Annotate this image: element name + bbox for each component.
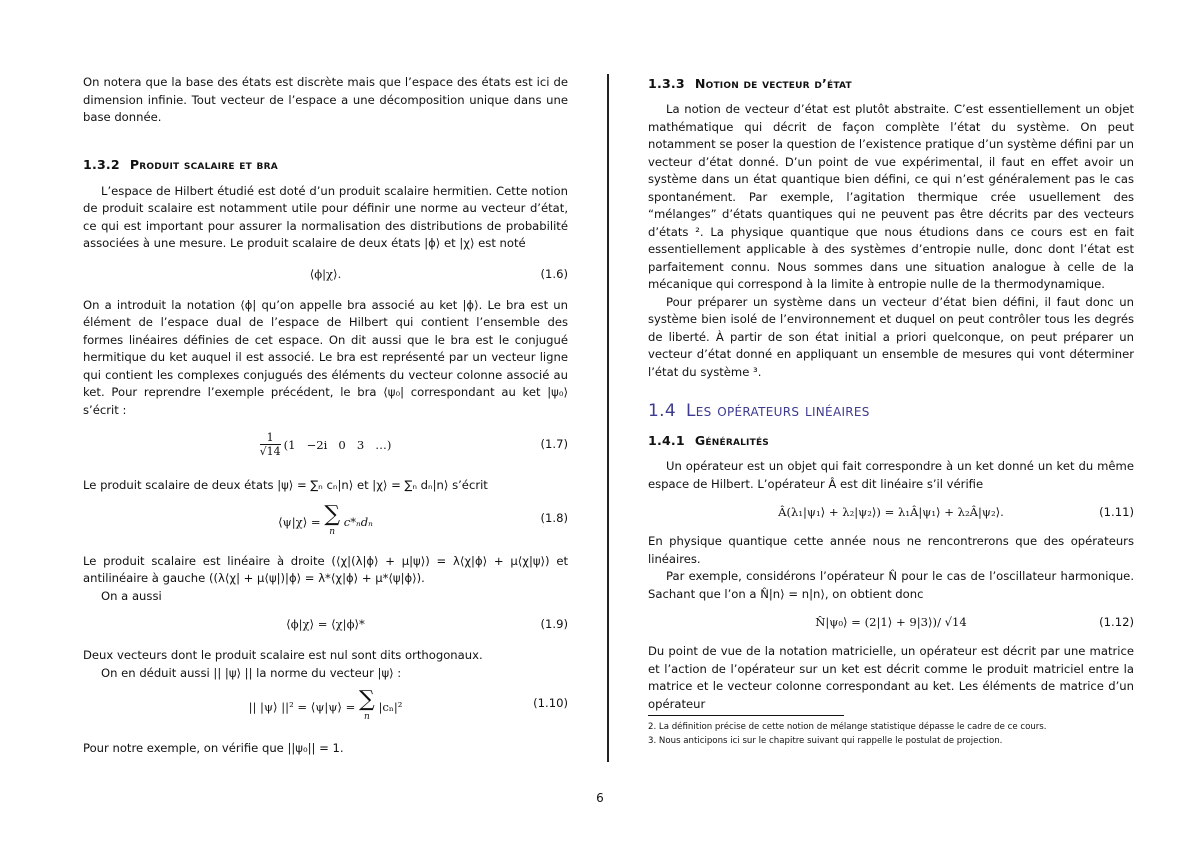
equation-rhs: c*ₙdₙ [343, 514, 373, 529]
equation-number: (1.12) [1099, 615, 1134, 629]
chapter-number: 1.4 [648, 401, 676, 421]
footnote-rule [648, 715, 844, 716]
equation-lhs: || |ψ⟩ ||² = ⟨ψ|ψ⟩ = [248, 700, 356, 714]
section-title: Produit scalaire et bra [129, 156, 278, 172]
section-number: 1.4.1 [648, 433, 685, 448]
equation-1-10 [83, 687, 568, 730]
row-vector: (1 −2i 0 3 …) [283, 438, 392, 452]
equation-number: (1.6) [540, 266, 568, 281]
equation-number: (1.10) [533, 696, 568, 710]
chapter-heading-1-4 [648, 401, 1134, 421]
paragraph: Pour notre exemple, on vérifie que ||ψ₀|| = 1. [83, 741, 344, 755]
equation-number: (1.9) [540, 617, 568, 631]
footnote: 3. Nous anticipons ici sur le chapitre suivant qui rappelle le postulat de projection. [648, 736, 1003, 746]
equation-body: ⟨ϕ|χ⟩ = ⟨χ|ϕ⟩* [286, 617, 365, 631]
paragraph: La notion de vecteur d’état est plutôt abstraite. C’est essentiellement un objet mathématique qui décrit de façon complète l’état du système. On peut notamment se poser la question de l’existence pratique d’un système défini par un vecteur d’état donné. D’un point de vue expérimental, il faut en effet avoir un système dans un état quantique bien défini, ce qui n’est généralement pas le cas spontanément. Par exemple, l’agitation thermique crée usuellement des “mélanges” d’états quantiques qui ne peuvent pas être décrits par des vecteurs d’états ². La physique quantique que nous étudions dans ce cours est en fait essentiellement applicable à des systèmes d’entropie nulle, donc dont l’état est parfaitement connu. Nous sommes dans une situation analogue à celle de la mécanique qui correspond à la limite à entropie nulle de la thermodynamique. [648, 102, 1134, 291]
footnote: 2. La définition précise de cette notion de mélange statistique dépasse le cadre de ce cours. [648, 722, 1047, 732]
page-number: 6 [596, 791, 604, 805]
sum-symbol: ∑ [324, 501, 341, 527]
right-column [648, 70, 1134, 748]
fraction-denominator: √14 [259, 445, 281, 458]
paragraph: Deux vecteurs dont le produit scalaire est nul sont dits orthogonaux. [83, 648, 483, 662]
chapter-title: Les opérateurs linéaires [685, 401, 870, 421]
equation-1-12 [648, 613, 1134, 635]
paragraph: Pour préparer un système dans un vecteur d’état bien défini, il faut donc un système bien isolé de l’environnement et duquel on peut contrôler tous les degrés de liberté. À partir de son état initial a priori quelconque, on peut préparer un vecteur d’état donné en appliquant un ensemble de mesures qui vont déterminer l’état du système ³. [648, 294, 1134, 379]
paragraph: Le produit scalaire est linéaire à droite (⟨χ|(λ|ϕ⟩ + μ|ψ⟩) = λ⟨χ|ϕ⟩ + μ⟨χ|ψ⟩) et antilinéaire à gauche ((λ⟨χ| + μ⟨ψ|)|ϕ⟩ = λ*⟨χ|ϕ⟩ + μ*⟨ψ|ϕ⟩). [83, 553, 568, 585]
equation-lhs: ⟨ψ|χ⟩ = [278, 514, 321, 529]
fraction [260, 431, 281, 459]
paragraph: On a introduit la notation ⟨ϕ| qu’on appelle bra associé au ket |ϕ⟩. Le bra est un élément de l’espace dual de l’espace de Hilbert qui contient l’ensemble des formes linéaires définies de cet espace. On dit aussi que le bra est le conjugué hermitique du ket auquel il est associé. Le bra est représenté par un vecteur ligne qui contient les complexes conjugués des éléments du vecteur colonne associé au ket. Pour reprendre l’exemple précédent, le bra ⟨ψ₀| correspondant au ket |ψ₀⟩ s’écrit : [83, 297, 568, 417]
equation-1-7 [83, 431, 568, 469]
section-heading-1-3-3 [648, 76, 1134, 91]
paragraph: Un opérateur est un objet qui fait correspondre à un ket donné un ket du même espace de Hilbert. L’opérateur Â est dit linéaire s’il vérifie [648, 459, 1134, 491]
section-heading-1-4-1 [648, 433, 1134, 448]
paragraph: En physique quantique cette année nous ne rencontrerons que des opérateurs linéaires. [648, 534, 1134, 566]
equation-1-9 [83, 615, 568, 637]
column-divider [607, 74, 609, 762]
equation-rhs: |cₙ|² [378, 700, 403, 714]
paragraph: Le produit scalaire de deux états |ψ⟩ = ∑ₙ cₙ|n⟩ et |χ⟩ = ∑ₙ dₙ|n⟩ s’écrit [83, 478, 488, 492]
left-column [83, 70, 568, 758]
equation-1-8 [83, 501, 568, 545]
equation-number: (1.7) [540, 437, 568, 451]
equation-1-11 [648, 503, 1134, 525]
equation-number: (1.11) [1099, 505, 1134, 519]
equation-body: Â(λ₁|ψ₁⟩ + λ₂|ψ₂⟩) = λ₁Â|ψ₁⟩ + λ₂Â|ψ₂⟩. [778, 505, 1004, 519]
sum-symbol: ∑ [359, 687, 375, 712]
fraction-numerator: 1 [260, 431, 281, 445]
equation-body: N̂|ψ₀⟩ = (2|1⟩ + 9|3⟩)/ √14 [815, 615, 967, 629]
paragraph: L’espace de Hilbert étudié est doté d’un produit scalaire hermitien. Cette notion de produit scalaire est notamment utile pour définir une norme au vecteur d’état, ce qui est important pour assurer la normalisation des distributions de probabilité associées à une mesure. Le produit scalaire de deux états |ϕ⟩ et |χ⟩ est noté [83, 183, 568, 250]
paragraph: Du point de vue de la notation matricielle, un opérateur est décrit par une matrice et l’action de l’opérateur sur un ket est décrit comme le produit matriciel entre la matrice et le vecteur colonne correspondant au ket. Les éléments de matrice d’un opérateur [648, 644, 1134, 711]
intro-paragraph: On notera que la base des états est discrète mais que l’espace des états est ici de dimension infinie. Tout vecteur de l’espace a une décomposition unique dans une base donnée. [83, 75, 568, 124]
section-heading-1-3-2 [83, 157, 568, 172]
section-title: Généralités [694, 433, 769, 448]
equation-number: (1.8) [540, 510, 568, 525]
section-number: 1.3.2 [83, 156, 120, 172]
section-title: Notion de vecteur d’état [694, 76, 852, 91]
paragraph: Par exemple, considérons l’opérateur N̂ pour le cas de l’oscillateur harmonique. Sachant que l’on a N̂|n⟩ = n|n⟩, on obtient donc [648, 569, 1134, 601]
equation-1-6 [83, 265, 568, 287]
equation-body: ⟨ϕ|χ⟩. [309, 266, 342, 281]
paragraph: On en déduit aussi || |ψ⟩ || la norme du vecteur |ψ⟩ : [101, 665, 402, 680]
sum-index: n [364, 712, 370, 722]
paragraph: On a aussi [101, 588, 162, 603]
sum-index: n [329, 526, 336, 537]
section-number: 1.3.3 [648, 76, 685, 91]
